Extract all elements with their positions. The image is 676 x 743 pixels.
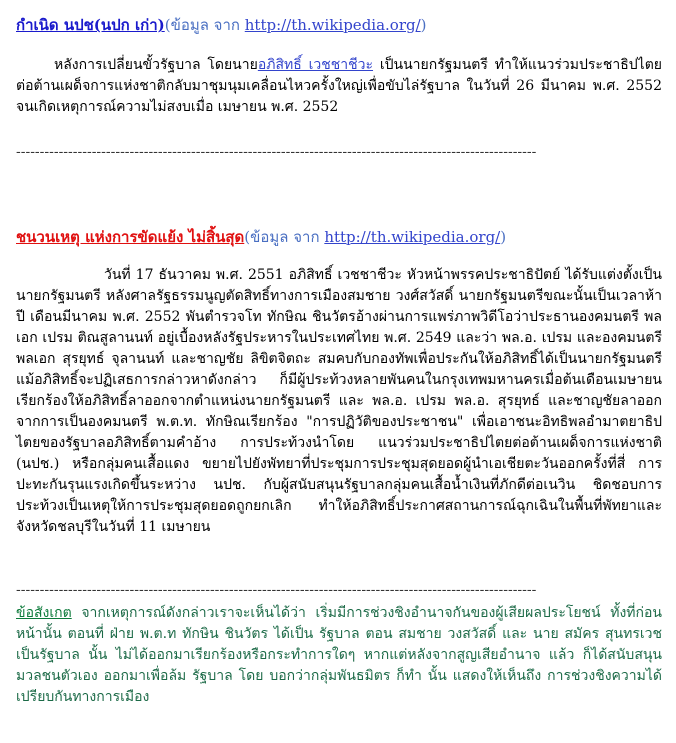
section2-source-prefix: (ข้อมูล จาก	[244, 228, 325, 246]
divider-2: --------------------------------------------------------------------------------------------------------------	[16, 582, 537, 598]
section1-source-prefix: (ข้อมูล จาก	[164, 16, 245, 34]
section1-source-link[interactable]: http://th.wikipedia.org/	[244, 16, 421, 34]
section1-body-before: หลังการเปลี่ยนขั้วรัฐบาล โดยนาย	[54, 57, 258, 73]
section1-body-after: เป็นนายกรัฐมนตรี ทำให้แนวร่วมประชาธิปไตยต่อต้านเผด็จการแห่งชาติกลับมาชุมนุมเคลื่อนไหวครั้งใหญ่เพื่อขับไล่รัฐบาล ในวันที่ 26 มีนาคม พ.ศ. 2552 จนเกิดเหตุการณ์ความไม่สงบเมื่อ เมษายน พ.ศ. 2552	[16, 57, 662, 115]
note-text: จากเหตุการณ์ดังกล่าวเราจะเห็นได้ว่า เริ่มมีการช่วงชิงอำนาจกันของผู้เสียผลประโยชน์ ทั้งที่ก่อนหน้านั้น ตอนที่ ฝ่าย พ.ต.ท ทักษิน ชินวัตร ได้เป็น รัฐบาล ตอน สมชาย วงสวัสดิ์ และ นาย สมัคร สุนทรเวช เป็นรัฐบาล นั้น ไม่ได้ออกมาเรียกร้องหรือกระทำการใดๆ หากแต่หลังจากสูญเสียอำนาจ แล้ว ก็ได้สนับสนุนมวลชนตัวเอง ออกมาเพื่อล้ม รัฐบาล โดย บอกว่ากลุ่มพันธมิตร ก็ทำ นั้น แสดงให้เห็นถึง การช่วงชิงความได้เปรียบกันทางการเมือง	[16, 605, 662, 705]
section1-header	[16, 14, 662, 37]
section1-body	[16, 55, 662, 118]
section1-body-link[interactable]: อภิสิทธิ์ เวชชาชีวะ	[257, 57, 374, 73]
section3-note	[16, 603, 662, 708]
section1-source-suffix: )	[420, 16, 427, 34]
note-label: ข้อสังเกต	[16, 605, 72, 621]
divider-1: --------------------------------------------------------------------------------------------------------------	[16, 144, 537, 160]
section2-source-suffix: )	[500, 228, 507, 246]
section1-title: กำเนิด นปช(นปก เก่า)	[16, 16, 165, 34]
section2-header	[16, 226, 662, 249]
section2-body: วันที่ 17 ธันวาคม พ.ศ. 2551 อภิสิทธิ์ เวชชาชีวะ หัวหน้าพรรคประชาธิปัตย์ ได้รับแต่งตั้งเป็นนายกรัฐมนตรี หลังศาลรัฐธรรมนูญตัดสิทธิ์ทางการเมืองสมชาย วงศ์สวัสดิ์ นายกรัฐมนตรีขณะนั้นเป็นเวลาห้าปี เดือนมีนาคม พ.ศ. 2552 พันตำรวจโท ทักษิณ ชินวัตรอ้างผ่านการแพร่ภาพวิดีโอว่าประธานองคมนตรี พลเอก เปรม ติณสูลานนท์ อยู่เบื้องหลังรัฐประหารในประเทศไทย พ.ศ. 2549 และว่า พล.อ. เปรม และองคมนตรี พลเอก สุรยุทธ์ จุลานนท์ และชาญชัย ลิขิตจิตถะ สมคบกับกองทัพเพื่อประกันให้อภิสิทธิ์ได้เป็นนายกรัฐมนตรี แม้อภิสิทธิ์จะปฏิเสธการกล่าวหาดังกล่าว ก็มีผู้ประท้วงหลายพันคนในกรุงเทพมหานครเมื่อต้นเดือนเมษายน เรียกร้องให้อภิสิทธิ์ลาออกจากตำแหน่งนายกรัฐมนตรี และ พล.อ. เปรม พล.อ. สุรยุทธ์ และชาญชัยลาออกจากการเป็นองคมนตรี พ.ต.ท. ทักษิณเรียกร้อง "การปฏิวัติของประชาชน" เพื่อเอาชนะอิทธิพลอำมาตยาธิปไตยของรัฐบาลอภิสิทธิ์ตามคำอ้าง การประท้วงนำโดย แนวร่วมประชาธิปไตยต่อต้านเผด็จการแห่งชาติ (นปช.) หรือกลุ่มคนเสื้อแดง ขยายไปยังพัทยาที่ประชุมการประชุมสุดยอดผู้นำเอเชียตะวันออกครั้งที่สี่ การปะทะกันรุนแรงเกิดขึ้นระหว่าง นปช. กับผู้สนับสนุนรัฐบาลกลุ่มคนเสื้อน้ำเงินที่ภักดีต่อเนวิน ชิดชอบการประท้วงเป็นเหตุให้การประชุมสุดยอดถูกยกเลิก ทำให้อภิสิทธิ์ประกาศสถานการณ์ฉุกเฉินในพื้นที่พัทยาและจังหวัดชลบุรีในวันที่ 11 เมษายน	[16, 267, 662, 535]
section2-source-link[interactable]: http://th.wikipedia.org/	[324, 228, 501, 246]
section2-title: ชนวนเหตุ แห่งการขัดแย้ง ไม่สิ้นสุด	[16, 228, 245, 246]
